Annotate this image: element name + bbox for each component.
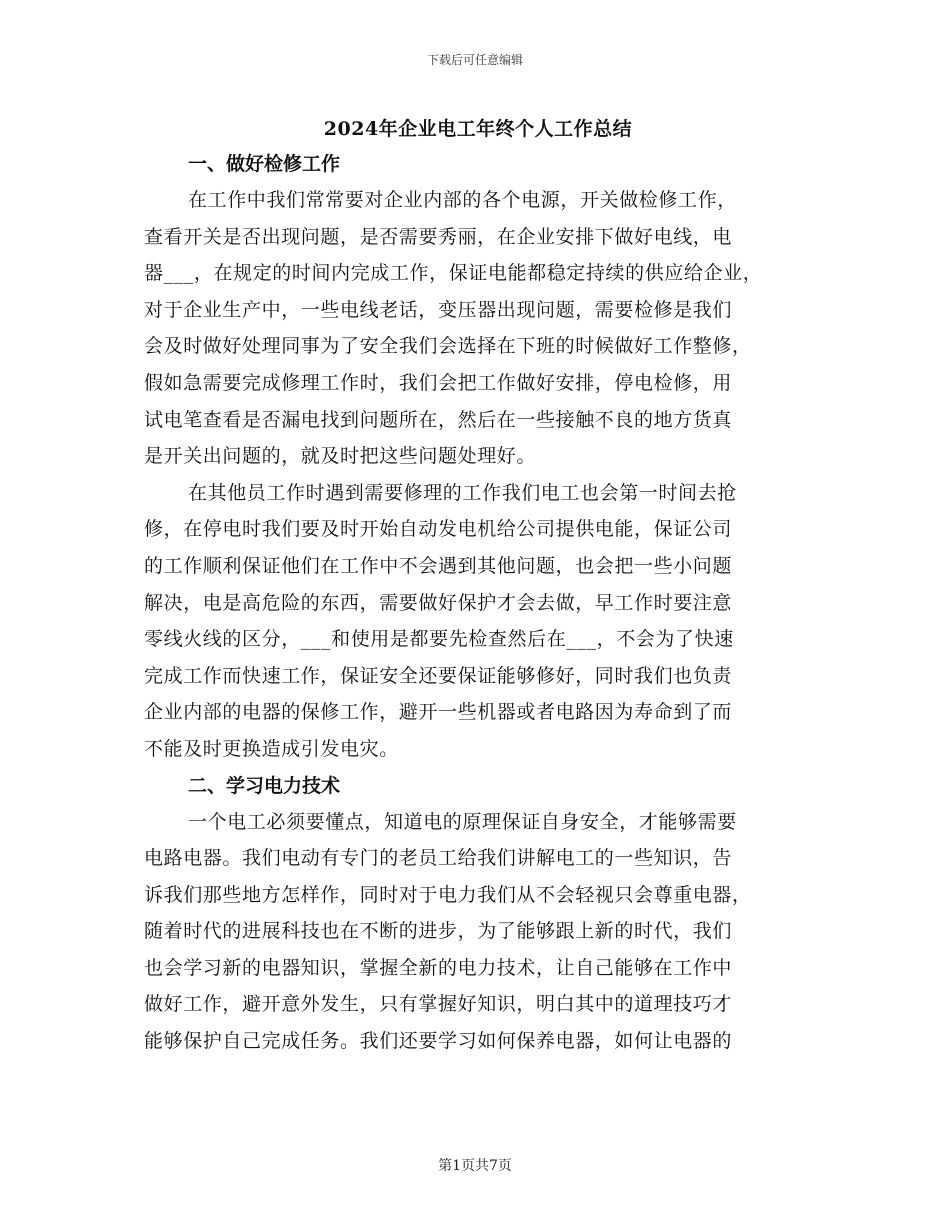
paragraph-line: 做好工作，避开意外发生，只有掌握好知识，明白其中的道理技巧才 bbox=[144, 993, 733, 1016]
paragraph-line: 在工作中我们常常要对企业内部的各个电源，开关做检修工作， bbox=[188, 189, 737, 211]
paragraph-line: 修，在停电时我们要及时开始自动发电机给公司提供电能，保证公司 bbox=[144, 518, 733, 541]
paragraph-line: 器___，在规定的时间内完成工作，保证电能都稳定持续的供应给企业， bbox=[144, 262, 763, 285]
section-heading: 二、学习电力技术 bbox=[188, 774, 341, 797]
paragraph-line: 假如急需要完成修理工作时，我们会把工作做好安排，停电检修，用 bbox=[144, 371, 733, 394]
paragraph-line: 解决，电是高危险的东西，需要做好保护才会去做，早工作时要注意 bbox=[144, 591, 733, 614]
paragraph-line: 能够保护自己完成任务。我们还要学习如何保养电器，如何让电器的 bbox=[144, 1030, 733, 1053]
page-header-note: 下载后可任意编辑 bbox=[426, 53, 523, 67]
paragraph-line: 是开关出问题的，就及时把这些问题处理好。 bbox=[144, 445, 537, 468]
paragraph-line: 在其他员工作时遇到需要修理的工作我们电工也会第一时间去抢 bbox=[188, 481, 737, 504]
paragraph-line: 查看开关是否出现问题，是否需要秀丽，在企业安排下做好电线，电 bbox=[144, 225, 733, 248]
document-title: 2024年企业电工年终个人工作总结 bbox=[323, 118, 633, 140]
paragraph-line: 对于企业生产中，一些电线老话，变压器出现问题，需要检修是我们 bbox=[144, 298, 733, 321]
paragraph bbox=[144, 182, 812, 475]
paragraph-line: 零线火线的区分，___和使用是都要先检查然后在___，不会为了快速 bbox=[144, 628, 734, 651]
paragraph-line: 完成工作而快速工作，保证安全还要保证能够修好，同时我们也负责 bbox=[144, 664, 733, 687]
paragraph-line: 也会学习新的电器知识，掌握全新的电力技术，让自己能够在工作中 bbox=[144, 956, 733, 979]
paragraph-line: 随着时代的进展科技也在不断的进步，为了能够跟上新的时代，我们 bbox=[144, 920, 733, 943]
section-heading: 一、做好检修工作 bbox=[188, 153, 341, 175]
paragraph-line: 企业内部的电器的保修工作，避开一些机器或者电路因为寿命到了而 bbox=[144, 701, 733, 724]
paragraph-line: 诉我们那些地方怎样作，同时对于电力我们从不会轻视只会尊重电器， bbox=[144, 883, 752, 906]
paragraph-line: 试电笔查看是否漏电找到问题所在，然后在一些接触不良的地方货真 bbox=[144, 408, 733, 431]
paragraph bbox=[144, 475, 812, 768]
paragraph-line: 的工作顺利保证他们在工作中不会遇到其他问题，也会把一些小问题 bbox=[144, 554, 733, 577]
paragraph-line: 电路电器。我们电动有专门的老员工给我们讲解电工的一些知识，告 bbox=[144, 847, 733, 870]
paragraph bbox=[144, 804, 812, 1060]
paragraph-line: 不能及时更换造成引发电灾。 bbox=[144, 737, 399, 760]
document-body bbox=[144, 112, 812, 1060]
paragraph-line: 会及时做好处理同事为了安全我们会选择在下班的时候做好工作整修， bbox=[144, 335, 752, 358]
paragraph-line: 一个电工必须要懂点，知道电的原理保证自身安全，才能够需要 bbox=[188, 810, 737, 833]
page-number-footer: 第1页共7页 bbox=[438, 1158, 512, 1174]
